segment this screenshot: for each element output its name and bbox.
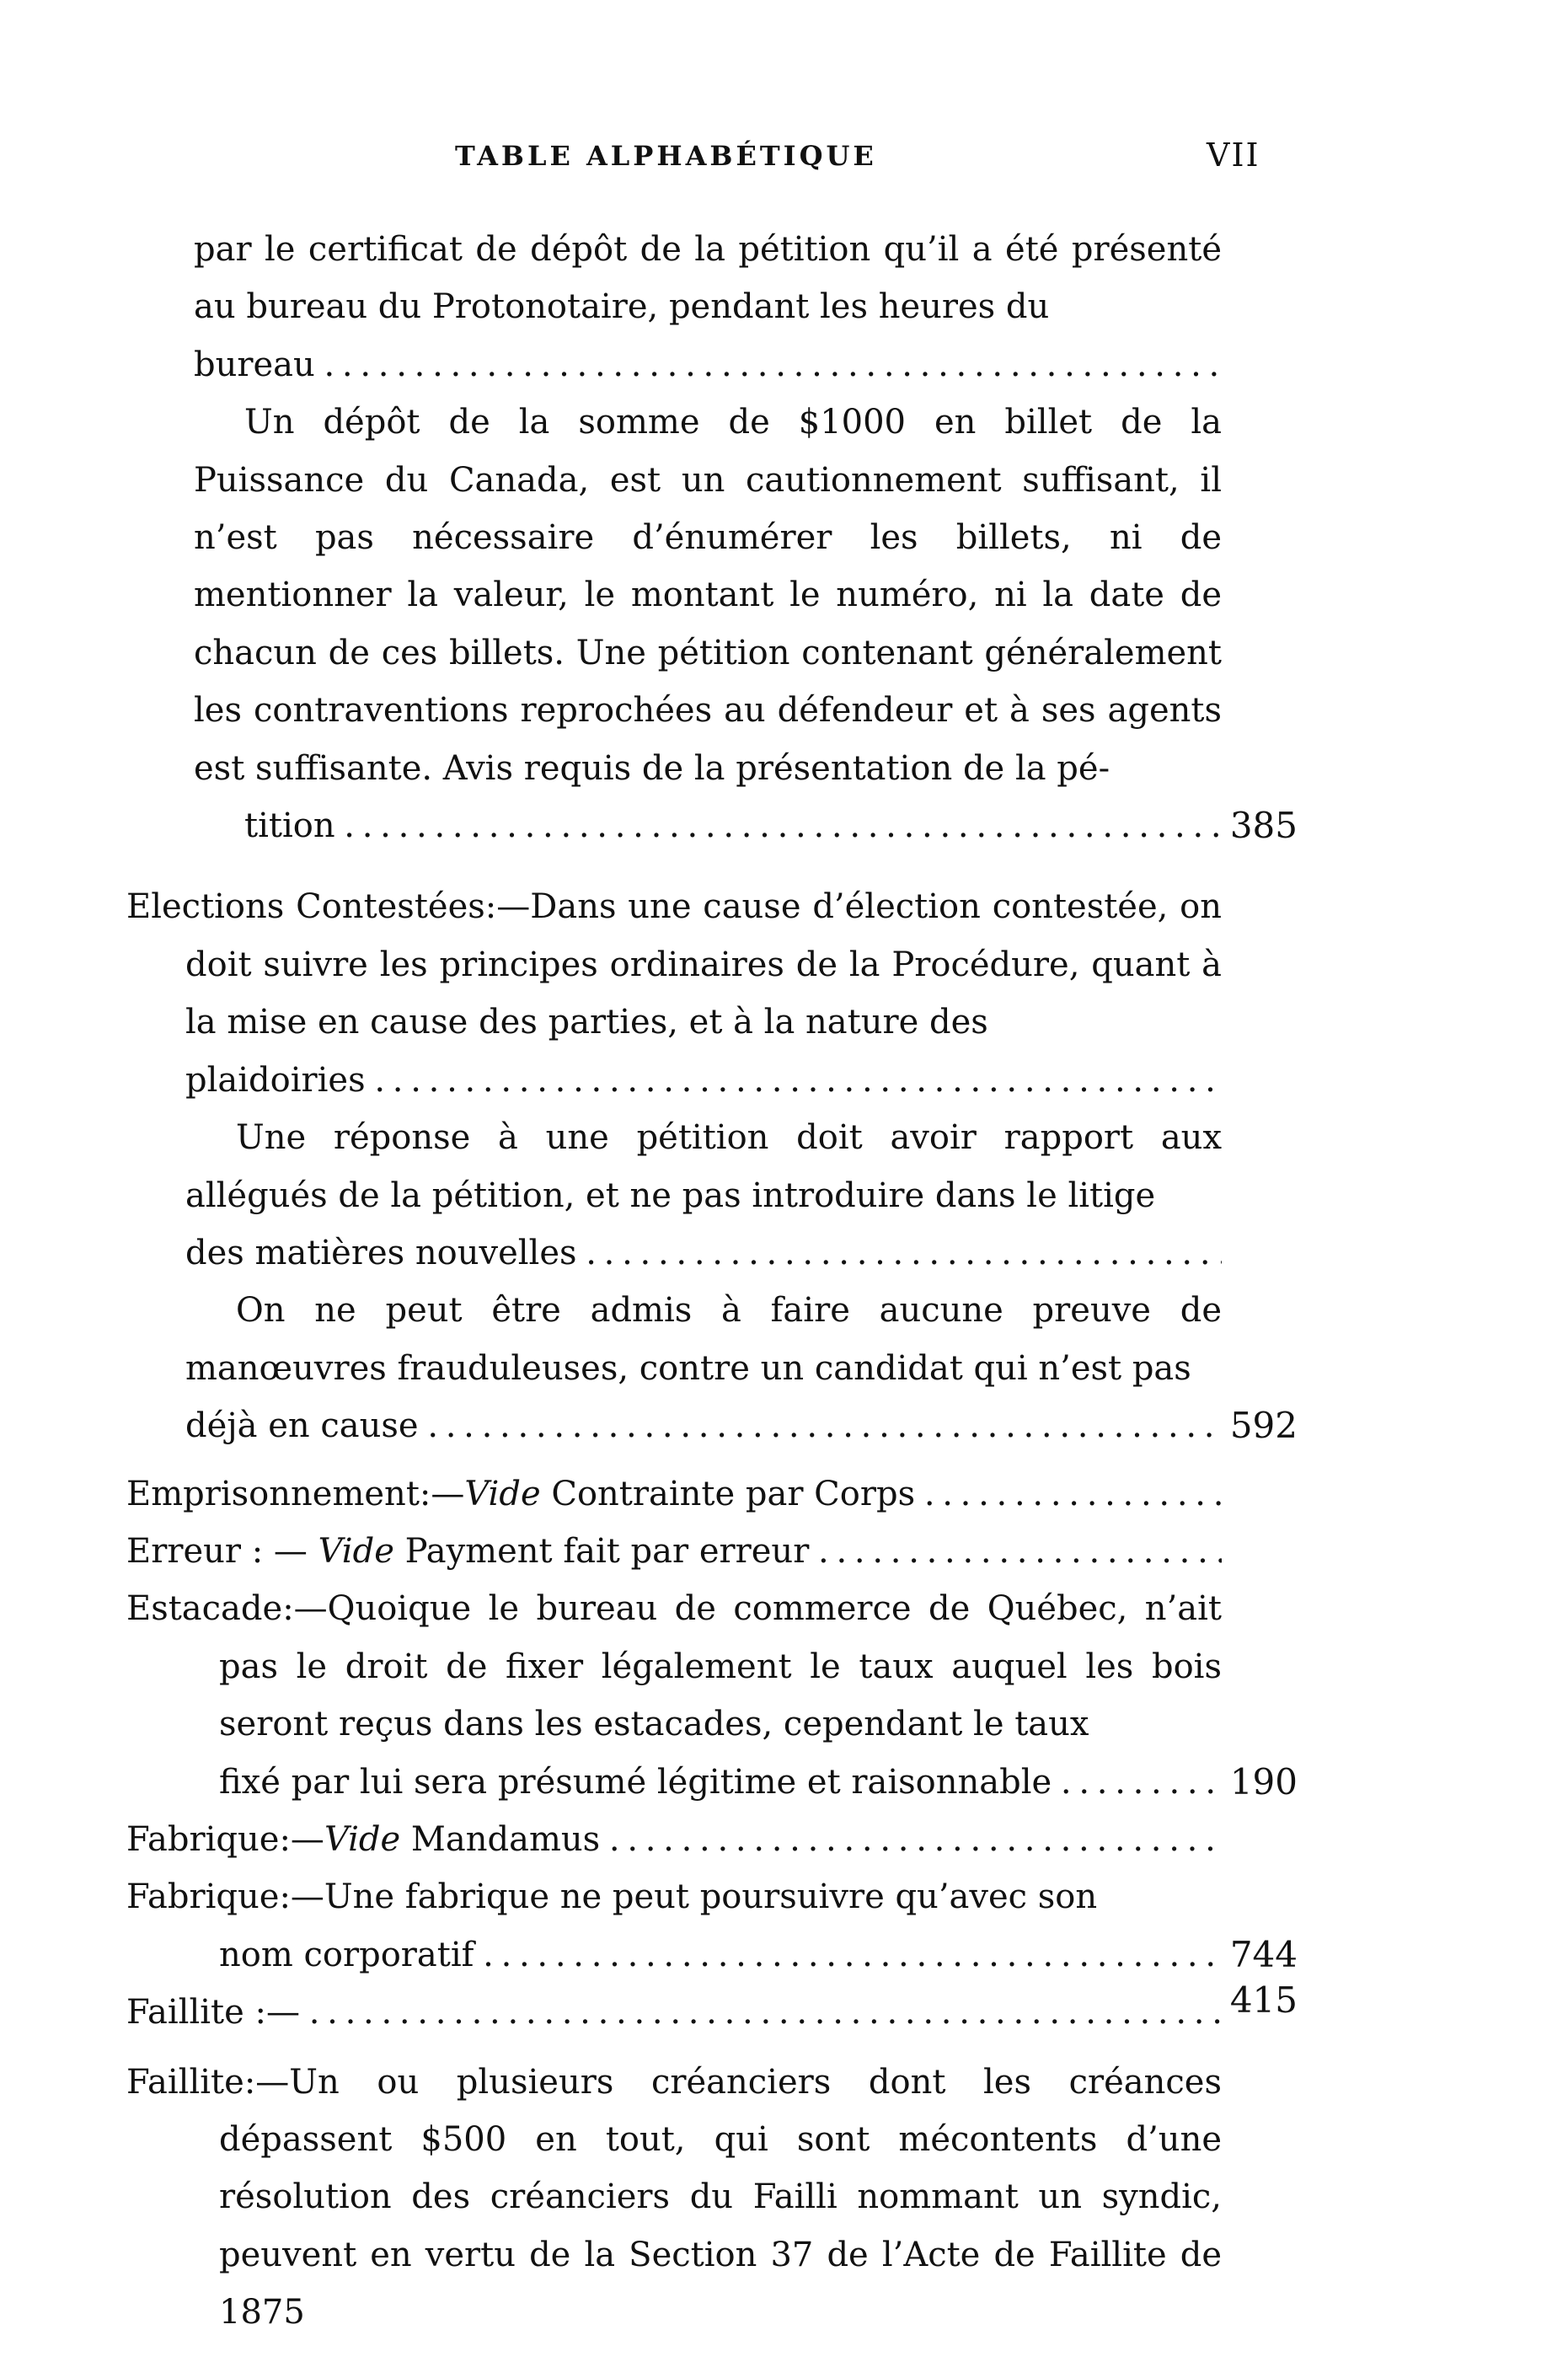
entry-term: Faillite [126,1993,244,2033]
leader-line [126,1523,1222,1580]
leader-text: tition [244,806,335,846]
running-title: TABLE ALPHABÉTIQUE [455,140,877,172]
leader-text: bureau [194,345,315,384]
leader-line [126,1465,1222,1523]
index-entry-faillite-creanciers [126,2054,1222,2342]
page-reference: 592 [1229,1405,1298,1447]
leader-text: Mandamus [410,1819,601,1859]
leader-line [126,1811,1222,1868]
index-entries [0,221,1568,2342]
leader-line [194,336,1222,394]
index-entry-erreur [126,1523,1222,1580]
entry-term: Erreur [126,1531,241,1571]
leader-text: des matières nouvelles [185,1233,577,1272]
entry-term: Fabrique [126,1877,280,1917]
entry-term: Faillite [126,2062,244,2102]
page-number: VII [1207,137,1260,174]
page-header [0,133,1568,184]
index-entry-emprisonnement [126,1465,1222,1523]
leader-text: :— [243,1993,301,2033]
vide-label: Vide [464,1474,541,1513]
entry-text: Une réponse à une pétition doit avoir rapport aux allégués de la pétition, et ne pas introduire dans le litige [185,1118,1222,1215]
entry-text: :—Quoique le bureau de commerce de Québec, n’ait pas le droit de fixer légalement le taux auquel les bois seront reçus dans les estacades, cependant le taux [219,1589,1222,1744]
entry-paragraph [126,878,1222,1051]
vide-label: Vide [318,1531,394,1571]
entry-paragraph [126,1868,1222,1925]
leader-line [194,797,1222,854]
entry-separator: :— [279,1819,324,1859]
entry-paragraph [126,1282,1298,1454]
page-reference: 415 [1229,1979,1298,2022]
index-entry-continuation [194,221,1298,854]
entry-separator: : — [241,1531,318,1571]
entry-text: On ne peut être admis à faire aucune preuve de manœuvres frauduleuses, contre un candidat qui n’est pas [185,1291,1222,1388]
entry-text: Un dépôt de la somme de $1000 en billet de la Puissance du Canada, est un cautionnement suffisant, il n’est pas nécessaire d’énumérer les billets, ni de mentionner la valeur, le montant le numéro, ni la date de chacun de ces billets. Une pétition contenant généralement les contraventions reprochées au défendeur et à ses agents est suffisante. Avis requis de la présentation de la pé- [194,403,1222,788]
entry-term: Fabrique [126,1819,280,1859]
index-entry-elections [126,878,1298,1454]
leader-text: nom corporatif [219,1935,474,1974]
leader-line [219,1926,1222,1984]
leader-text: fixé par lui sera présumé légitime et raisonnable [219,1762,1052,1802]
leader-text: déjà en cause [185,1406,419,1446]
page-reference: 744 [1229,1933,1298,1975]
index-entry-fabrique [126,1811,1222,1868]
index-entry-faillite [126,1979,1298,2041]
entry-term: Estacade [126,1589,283,1629]
entry-term: Emprisonnement [126,1474,420,1513]
entry-paragraph [194,394,1222,854]
leader-line [185,1052,1222,1109]
entry-text: :—Dans une cause d’élection contestée, on doit suivre les principes ordinaires de la Procédure, quant à la mise en cause des parties, et à la nature des [185,887,1223,1042]
vide-label: Vide [324,1819,401,1859]
page-reference: 190 [1229,1760,1298,1802]
leader-line [219,1754,1222,1811]
leader-line [185,1224,1222,1282]
leader-line [185,1397,1222,1454]
index-entry-estacade [126,1580,1298,1811]
entry-text: :—Un ou plusieurs créanciers dont les créances dépassent $500 en tout, qui sont mécontents d’une résolution des créanciers du Failli nommant un syndic, peuvent en vertu de la Section 37 de l’Acte de Faillite de 1875 [219,2062,1222,2333]
leader-text: plaidoiries [185,1060,366,1100]
entry-paragraph [126,1109,1222,1282]
leader-line [126,1984,1222,2041]
entry-paragraph [126,1580,1222,1753]
entry-text: :—Une fabrique ne peut poursuivre qu’avec son [279,1877,1098,1917]
leader-text: Contrainte par Corps [551,1474,916,1513]
leader-text: Payment fait par erreur [404,1531,810,1571]
entry-text: par le certificat de dépôt de la pétition qu’il a été présenté au bureau du Protonotaire, pendant les heures du [194,230,1222,327]
entry-paragraph [194,221,1222,394]
entry-term: Elections Contestées [126,887,485,927]
entry-paragraph [126,2054,1222,2342]
index-entry-fabrique-corporatif [126,1868,1298,1984]
page-reference: 385 [1229,805,1298,847]
entry-separator: :— [419,1474,465,1513]
